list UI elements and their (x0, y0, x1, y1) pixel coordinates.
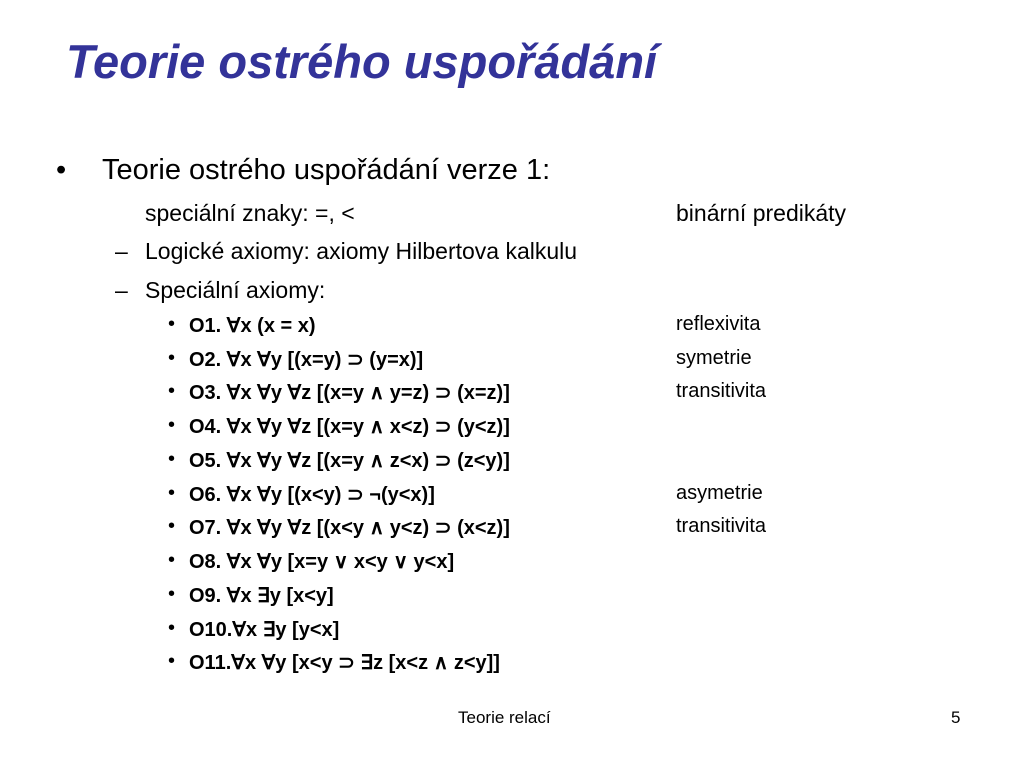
dash-marker: – (115, 277, 128, 303)
axiom-bullet: • (168, 414, 176, 436)
axiom-formula: O2. ∀x ∀y [(x=y) ⊃ (y=x)] (189, 349, 424, 371)
special-axioms-text: Speciální axiomy: (145, 277, 326, 303)
axiom-formula: O10.∀x ∃y [y<x] (189, 619, 340, 641)
logical-axioms-text: Logické axiomy: axiomy Hilbertova kalkulu (145, 238, 578, 264)
axiom-formula: O4. ∀x ∀y ∀z [(x=y ∧ x<z) ⊃ (y<z)] (189, 416, 510, 438)
special-symbols-text: speciální znaky: =, < (145, 200, 355, 226)
footer-title: Teorie relací (458, 708, 551, 727)
axiom-bullet: • (168, 313, 176, 335)
axiom-formula: O3. ∀x ∀y ∀z [(x=y ∧ y=z) ⊃ (x=z)] (189, 382, 510, 404)
axiom-bullet: • (168, 650, 176, 672)
axiom-label: asymetrie (676, 482, 763, 504)
axiom-formula: O1. ∀x (x = x) (189, 315, 316, 337)
axiom-bullet: • (168, 482, 176, 504)
axiom-label: transitivita (676, 515, 767, 537)
axiom-bullet: • (168, 617, 176, 639)
axiom-label: reflexivita (676, 313, 761, 335)
axiom-label: transitivita (676, 380, 767, 402)
axiom-label: symetrie (676, 347, 752, 369)
page-number: 5 (951, 708, 961, 727)
axiom-bullet: • (168, 380, 176, 402)
axiom-formula: O9. ∀x ∃y [x<y] (189, 585, 334, 607)
main-point-text: Teorie ostrého uspořádání verze 1: (102, 154, 551, 186)
dash-marker: – (115, 238, 128, 264)
axiom-bullet: • (168, 448, 176, 470)
axiom-bullet: • (168, 549, 176, 571)
axiom-formula: O5. ∀x ∀y ∀z [(x=y ∧ z<x) ⊃ (z<y)] (189, 450, 510, 472)
axiom-bullet: • (168, 583, 176, 605)
axiom-formula: O6. ∀x ∀y [(x<y) ⊃ ¬(y<x)] (189, 484, 435, 506)
axiom-bullet: • (168, 347, 176, 369)
special-symbols-note: binární predikáty (676, 200, 847, 226)
axiom-bullet: • (168, 515, 176, 537)
bullet-marker: • (56, 154, 67, 186)
axiom-formula: O7. ∀x ∀y ∀z [(x<y ∧ y<z) ⊃ (x<z)] (189, 517, 510, 539)
axiom-formula: O8. ∀x ∀y [x=y ∨ x<y ∨ y<x] (189, 551, 455, 573)
slide-title: Teorie ostrého uspořádání (66, 35, 658, 88)
axiom-formula: O11.∀x ∀y [x<y ⊃ ∃z [x<z ∧ z<y]] (189, 652, 500, 674)
